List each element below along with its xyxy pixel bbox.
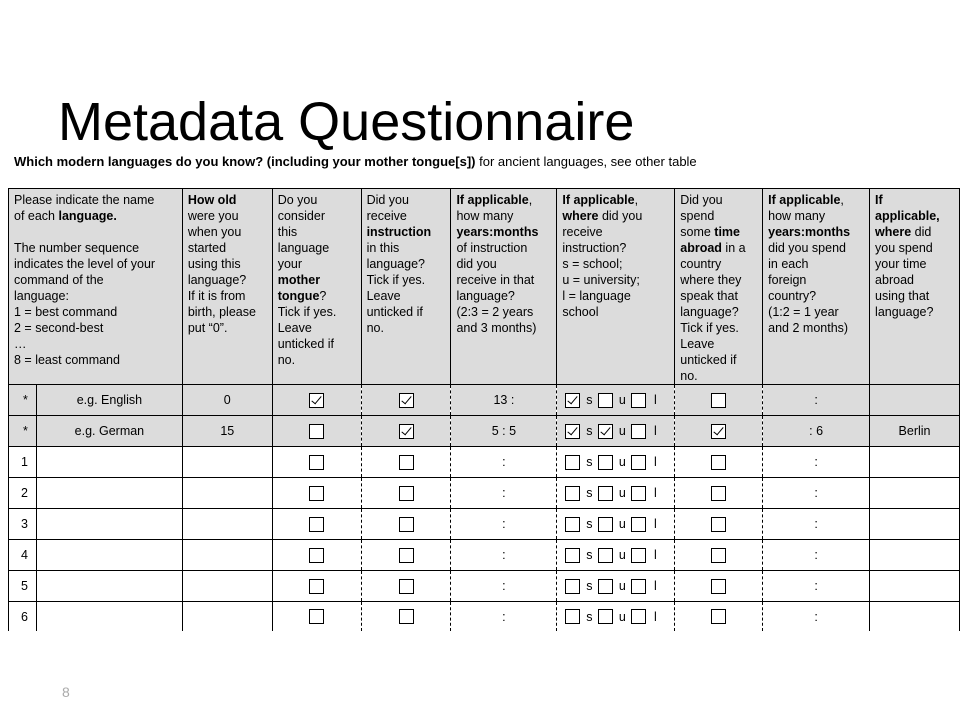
abroad-years-months-field[interactable]: : xyxy=(763,602,870,632)
mother-tongue-checkbox[interactable] xyxy=(309,548,324,563)
header-line: consider xyxy=(277,209,325,223)
instruction-years-months-field[interactable]: 5 : 5 xyxy=(451,416,557,447)
option-l-label: l xyxy=(653,579,657,593)
abroad-checkbox[interactable] xyxy=(711,609,726,624)
row-id: 4 xyxy=(9,540,37,571)
header-line: … xyxy=(14,337,27,351)
checkbox-wrap xyxy=(273,509,361,539)
instruction-checkbox[interactable] xyxy=(399,517,414,532)
header-cell xyxy=(361,189,451,385)
mother-tongue-cell xyxy=(272,447,361,478)
option-u-label: u xyxy=(618,393,626,407)
header-line: where they xyxy=(680,273,742,287)
option-l-label: l xyxy=(653,609,657,624)
abroad-checkbox[interactable] xyxy=(711,424,726,439)
header-line: in each xyxy=(768,257,809,271)
abroad-years-months-field[interactable]: : xyxy=(763,478,870,509)
header-line: speak that xyxy=(680,289,738,303)
header-line: unticked if xyxy=(277,337,335,351)
header-line: and 3 months) xyxy=(456,321,537,335)
table-row xyxy=(9,416,960,447)
header-line: how many xyxy=(456,209,514,223)
instruction-l-checkbox[interactable] xyxy=(631,517,646,532)
mother-tongue-checkbox[interactable] xyxy=(309,609,324,624)
instruction-u-checkbox[interactable] xyxy=(598,609,613,624)
checkbox-wrap xyxy=(273,571,361,601)
abroad-place-field[interactable] xyxy=(870,447,960,478)
header-line: of each language. xyxy=(14,209,117,223)
instruction-checkbox[interactable] xyxy=(399,579,414,594)
option-u-label: u xyxy=(618,579,626,593)
header-line: put “0”. xyxy=(187,321,228,335)
option-s-label: s xyxy=(586,455,593,469)
header-line: Do you xyxy=(277,193,318,207)
instruction-cell xyxy=(361,571,451,602)
instruction-l-checkbox[interactable] xyxy=(631,609,646,624)
header-line: s = school; xyxy=(562,257,623,271)
header-line: Please indicate the name xyxy=(14,193,155,207)
header-line: Did you xyxy=(680,193,723,207)
abroad-place-field[interactable]: Berlin xyxy=(870,416,960,447)
header-line: If it is from xyxy=(187,289,246,303)
header-cell xyxy=(9,189,183,385)
header-line: language? xyxy=(875,305,934,319)
abroad-years-months-field[interactable]: : 6 xyxy=(763,416,870,447)
header-line: no. xyxy=(680,369,698,383)
instruction-checkbox[interactable] xyxy=(399,548,414,563)
header-line xyxy=(14,224,179,240)
option-l-label: l xyxy=(653,393,657,407)
header-line: Leave xyxy=(680,337,715,351)
instruction-years-months-field[interactable]: : xyxy=(451,447,557,478)
instruction-checkbox[interactable] xyxy=(399,393,414,408)
age-started-field[interactable] xyxy=(182,509,272,540)
header-line: If applicable, xyxy=(768,193,844,207)
header-cell xyxy=(557,189,675,385)
header-line: If applicable, xyxy=(562,193,639,207)
age-started-field[interactable] xyxy=(182,478,272,509)
mother-tongue-checkbox[interactable] xyxy=(309,486,324,501)
option-l-label: l xyxy=(653,486,657,500)
header-line: were you xyxy=(187,209,239,223)
option-s-label: s xyxy=(586,486,593,500)
header-cell xyxy=(272,189,361,385)
option-s-label: s xyxy=(586,609,593,624)
abroad-years-months-field[interactable]: : xyxy=(763,571,870,602)
header-line: no. xyxy=(366,321,384,335)
language-name-field[interactable] xyxy=(36,540,182,571)
header-line: instruction xyxy=(366,225,432,239)
instruction-place-options xyxy=(557,517,674,532)
abroad-checkbox[interactable] xyxy=(711,455,726,470)
instruction-years-months-field[interactable]: : xyxy=(451,540,557,571)
instruction-s-checkbox[interactable] xyxy=(565,548,580,563)
header-line: abroad in a xyxy=(680,241,746,255)
mother-tongue-cell xyxy=(272,385,361,416)
instruction-cell xyxy=(361,509,451,540)
header-line: unticked if xyxy=(366,305,423,319)
instruction-place-options xyxy=(557,455,674,470)
header-line: spend xyxy=(680,209,715,223)
table-row xyxy=(9,509,960,540)
instruction-l-checkbox[interactable] xyxy=(631,424,646,439)
instruction-years-months-field[interactable]: 13 : xyxy=(451,385,557,416)
abroad-cell xyxy=(675,540,763,571)
header-line: 1 = best command xyxy=(14,305,118,319)
question-note: for ancient languages, see other table xyxy=(479,154,697,169)
option-l-label: l xyxy=(653,424,657,438)
header-line: your time xyxy=(875,257,927,271)
instruction-place-cell xyxy=(557,540,675,571)
checkbox-wrap xyxy=(675,540,762,570)
row-id: 5 xyxy=(9,571,37,602)
abroad-cell xyxy=(675,447,763,478)
header-line: receive in that xyxy=(456,273,535,287)
header-line: where did xyxy=(875,225,932,239)
instruction-l-checkbox[interactable] xyxy=(631,579,646,594)
header-line: country? xyxy=(768,289,817,303)
header-line: using this xyxy=(187,257,241,271)
instruction-place-cell xyxy=(557,478,675,509)
abroad-place-field[interactable] xyxy=(870,571,960,602)
abroad-cell xyxy=(675,478,763,509)
header-row xyxy=(9,189,960,385)
abroad-checkbox[interactable] xyxy=(711,579,726,594)
header-line: did you spend xyxy=(768,241,846,255)
header-line: when you xyxy=(187,225,242,239)
header-line: Leave xyxy=(277,321,312,335)
checkbox-wrap xyxy=(362,602,451,631)
instruction-l-checkbox[interactable] xyxy=(631,393,646,408)
instruction-years-months-field[interactable]: : xyxy=(451,478,557,509)
language-name-field[interactable] xyxy=(36,602,182,632)
instruction-s-checkbox[interactable] xyxy=(565,393,580,408)
header-line: receive xyxy=(562,225,603,239)
table-row xyxy=(9,571,960,602)
row-id: 2 xyxy=(9,478,37,509)
instruction-l-checkbox[interactable] xyxy=(631,486,646,501)
instruction-u-checkbox[interactable] xyxy=(598,455,613,470)
header-line: mother xyxy=(277,273,321,287)
checkbox-wrap xyxy=(675,571,762,601)
instruction-place-options xyxy=(557,486,674,501)
checkbox-wrap xyxy=(273,478,361,508)
header-line: school xyxy=(562,305,599,319)
option-u-label: u xyxy=(618,455,626,469)
header-line: abroad xyxy=(875,273,914,287)
header-cell xyxy=(182,189,272,385)
header-line: How old xyxy=(187,193,237,207)
header-line: this xyxy=(277,225,298,239)
mother-tongue-cell xyxy=(272,571,361,602)
mother-tongue-cell xyxy=(272,478,361,509)
instruction-checkbox[interactable] xyxy=(399,609,414,624)
checkbox-wrap xyxy=(362,540,451,570)
header-line: language? xyxy=(187,273,247,287)
header-line: Tick if yes. xyxy=(680,321,739,335)
abroad-cell xyxy=(675,571,763,602)
instruction-place-cell xyxy=(557,416,675,447)
checkbox-wrap xyxy=(273,602,361,631)
instruction-place-cell xyxy=(557,602,675,632)
header-line: language? xyxy=(680,305,739,319)
header-line: some time xyxy=(680,225,740,239)
age-started-field[interactable] xyxy=(182,571,272,602)
instruction-cell xyxy=(361,478,451,509)
header-line: you spend xyxy=(875,241,933,255)
row-id: 3 xyxy=(9,509,37,540)
row-id: * xyxy=(9,385,37,416)
instruction-years-months-field[interactable]: : xyxy=(451,571,557,602)
instruction-l-checkbox[interactable] xyxy=(631,548,646,563)
checkbox-wrap xyxy=(362,447,451,477)
age-started-field[interactable] xyxy=(182,447,272,478)
instruction-cell xyxy=(361,540,451,571)
abroad-place-field[interactable] xyxy=(870,385,960,416)
header-line: unticked if xyxy=(680,353,737,367)
header-line: started xyxy=(187,241,227,255)
option-u-label: u xyxy=(618,486,626,500)
instruction-cell xyxy=(361,447,451,478)
header-cell xyxy=(675,189,763,385)
instruction-u-checkbox[interactable] xyxy=(598,393,613,408)
header-line: language xyxy=(277,241,330,255)
question-bold: Which modern languages do you know? (including your mother tongue[s]) xyxy=(14,154,476,169)
header-cell xyxy=(763,189,870,385)
language-table xyxy=(8,188,960,631)
age-started-field[interactable] xyxy=(182,602,272,632)
slide-title: Metadata Questionnaire xyxy=(58,92,635,152)
instruction-s-checkbox[interactable] xyxy=(565,579,580,594)
option-l-label: l xyxy=(653,548,657,562)
abroad-years-months-field[interactable]: : xyxy=(763,447,870,478)
checkbox-wrap xyxy=(362,509,451,539)
header-line: 2 = second-best xyxy=(14,321,104,335)
abroad-place-field[interactable] xyxy=(870,540,960,571)
mother-tongue-checkbox[interactable] xyxy=(309,455,324,470)
header-line: u = university; xyxy=(562,273,640,287)
checkbox-wrap xyxy=(273,447,361,477)
header-line: indicates the level of your xyxy=(14,257,156,271)
header-line: and 2 months) xyxy=(768,321,849,335)
abroad-cell xyxy=(675,509,763,540)
header-line: (1:2 = 1 year xyxy=(768,305,839,319)
abroad-checkbox[interactable] xyxy=(711,517,726,532)
instruction-place-cell xyxy=(557,571,675,602)
instruction-checkbox[interactable] xyxy=(399,486,414,501)
table-row xyxy=(9,447,960,478)
abroad-checkbox[interactable] xyxy=(711,548,726,563)
header-line: your xyxy=(277,257,303,271)
header-line: language? xyxy=(366,257,425,271)
checkbox-wrap xyxy=(273,416,361,446)
option-l-label: l xyxy=(653,517,657,531)
header-line: birth, please xyxy=(187,305,256,319)
abroad-cell xyxy=(675,416,763,447)
mother-tongue-cell xyxy=(272,509,361,540)
abroad-place-field[interactable] xyxy=(870,509,960,540)
header-line: tongue? xyxy=(277,289,327,303)
header-line: how many xyxy=(768,209,826,223)
header-line: The number sequence xyxy=(14,241,140,255)
instruction-cell xyxy=(361,602,451,632)
language-name-field[interactable] xyxy=(36,509,182,540)
header-line: Tick if yes. xyxy=(277,305,337,319)
instruction-u-checkbox[interactable] xyxy=(598,579,613,594)
option-s-label: s xyxy=(586,548,593,562)
header-line: years:months xyxy=(768,225,851,239)
instruction-s-checkbox[interactable] xyxy=(565,455,580,470)
checkbox-wrap xyxy=(273,385,361,415)
language-name-field[interactable] xyxy=(36,478,182,509)
header-line: Did you xyxy=(366,193,409,207)
instruction-u-checkbox[interactable] xyxy=(598,424,613,439)
header-line: did you xyxy=(456,257,497,271)
header-line: years:months xyxy=(456,225,539,239)
mother-tongue-checkbox[interactable] xyxy=(309,579,324,594)
checkbox-wrap xyxy=(362,478,451,508)
question-text xyxy=(14,154,697,169)
header-line: Tick if yes. xyxy=(366,273,426,287)
header-line: language: xyxy=(14,289,69,303)
instruction-place-cell xyxy=(557,385,675,416)
abroad-years-months-field[interactable]: : xyxy=(763,540,870,571)
checkbox-wrap xyxy=(675,509,762,539)
instruction-place-options xyxy=(557,579,674,594)
abroad-cell xyxy=(675,385,763,416)
instruction-cell xyxy=(361,416,451,447)
instruction-u-checkbox[interactable] xyxy=(598,548,613,563)
instruction-checkbox[interactable] xyxy=(399,424,414,439)
option-u-label: u xyxy=(618,548,626,562)
table-row xyxy=(9,540,960,571)
abroad-checkbox[interactable] xyxy=(711,393,726,408)
checkbox-wrap xyxy=(362,416,451,446)
instruction-u-checkbox[interactable] xyxy=(598,517,613,532)
mother-tongue-cell xyxy=(272,416,361,447)
checkbox-wrap xyxy=(362,385,451,415)
instruction-s-checkbox[interactable] xyxy=(565,517,580,532)
header-line: foreign xyxy=(768,273,807,287)
header-line: If xyxy=(875,193,883,207)
checkbox-wrap xyxy=(273,540,361,570)
option-u-label: u xyxy=(618,609,626,624)
instruction-l-checkbox[interactable] xyxy=(631,455,646,470)
instruction-place-options xyxy=(557,548,674,563)
header-line: Leave xyxy=(366,289,401,303)
age-started-field[interactable]: 15 xyxy=(182,416,272,447)
header-cell xyxy=(870,189,960,385)
checkbox-wrap xyxy=(675,416,762,446)
abroad-place-field[interactable] xyxy=(870,478,960,509)
option-s-label: s xyxy=(586,517,593,531)
header-line: receive xyxy=(366,209,407,223)
mother-tongue-cell xyxy=(272,602,361,632)
mother-tongue-checkbox[interactable] xyxy=(309,393,324,408)
option-s-label: s xyxy=(586,393,593,407)
abroad-years-months-field[interactable]: : xyxy=(763,385,870,416)
instruction-checkbox[interactable] xyxy=(399,455,414,470)
table-row xyxy=(9,602,960,632)
header-line: of instruction xyxy=(456,241,528,255)
instruction-years-months-field[interactable]: : xyxy=(451,602,557,632)
mother-tongue-checkbox[interactable] xyxy=(309,517,324,532)
header-line: no. xyxy=(277,353,296,367)
row-id: * xyxy=(9,416,37,447)
header-line: instruction? xyxy=(562,241,627,255)
header-line: applicable, xyxy=(875,209,940,223)
instruction-years-months-field[interactable]: : xyxy=(451,509,557,540)
table-row xyxy=(9,478,960,509)
header-line: 8 = least command xyxy=(14,353,120,367)
instruction-place-options xyxy=(557,424,674,439)
instruction-place-options xyxy=(557,609,674,624)
instruction-s-checkbox[interactable] xyxy=(565,424,580,439)
header-line: country xyxy=(680,257,722,271)
page-number: 8 xyxy=(62,684,70,700)
instruction-u-checkbox[interactable] xyxy=(598,486,613,501)
mother-tongue-cell xyxy=(272,540,361,571)
instruction-place-cell xyxy=(557,509,675,540)
mother-tongue-checkbox[interactable] xyxy=(309,424,324,439)
abroad-place-field[interactable] xyxy=(870,602,960,632)
checkbox-wrap xyxy=(675,602,762,631)
header-line: using that xyxy=(875,289,930,303)
instruction-cell xyxy=(361,385,451,416)
header-line: in this xyxy=(366,241,400,255)
language-name-field[interactable]: e.g. English xyxy=(36,385,182,416)
header-line: where did you xyxy=(562,209,643,223)
age-started-field[interactable] xyxy=(182,540,272,571)
row-id: 6 xyxy=(9,602,37,632)
header-cell xyxy=(451,189,557,385)
header-line: If applicable, xyxy=(456,193,533,207)
language-name-field[interactable] xyxy=(36,447,182,478)
checkbox-wrap xyxy=(362,571,451,601)
language-name-field[interactable]: e.g. German xyxy=(36,416,182,447)
header-line: language? xyxy=(456,289,515,303)
abroad-years-months-field[interactable]: : xyxy=(763,509,870,540)
language-name-field[interactable] xyxy=(36,571,182,602)
checkbox-wrap xyxy=(675,385,762,415)
option-s-label: s xyxy=(586,579,593,593)
row-id: 1 xyxy=(9,447,37,478)
checkbox-wrap xyxy=(675,478,762,508)
option-u-label: u xyxy=(618,424,626,438)
age-started-field[interactable]: 0 xyxy=(182,385,272,416)
instruction-place-options xyxy=(557,393,674,408)
option-l-label: l xyxy=(653,455,657,469)
header-line: l = language xyxy=(562,289,631,303)
table-row xyxy=(9,385,960,416)
option-u-label: u xyxy=(618,517,626,531)
instruction-place-cell xyxy=(557,447,675,478)
header-line: command of the xyxy=(14,273,104,287)
abroad-checkbox[interactable] xyxy=(711,486,726,501)
checkbox-wrap xyxy=(675,447,762,477)
instruction-s-checkbox[interactable] xyxy=(565,486,580,501)
option-s-label: s xyxy=(586,424,593,438)
instruction-s-checkbox[interactable] xyxy=(565,609,580,624)
abroad-cell xyxy=(675,602,763,632)
header-line: (2:3 = 2 years xyxy=(456,305,534,319)
